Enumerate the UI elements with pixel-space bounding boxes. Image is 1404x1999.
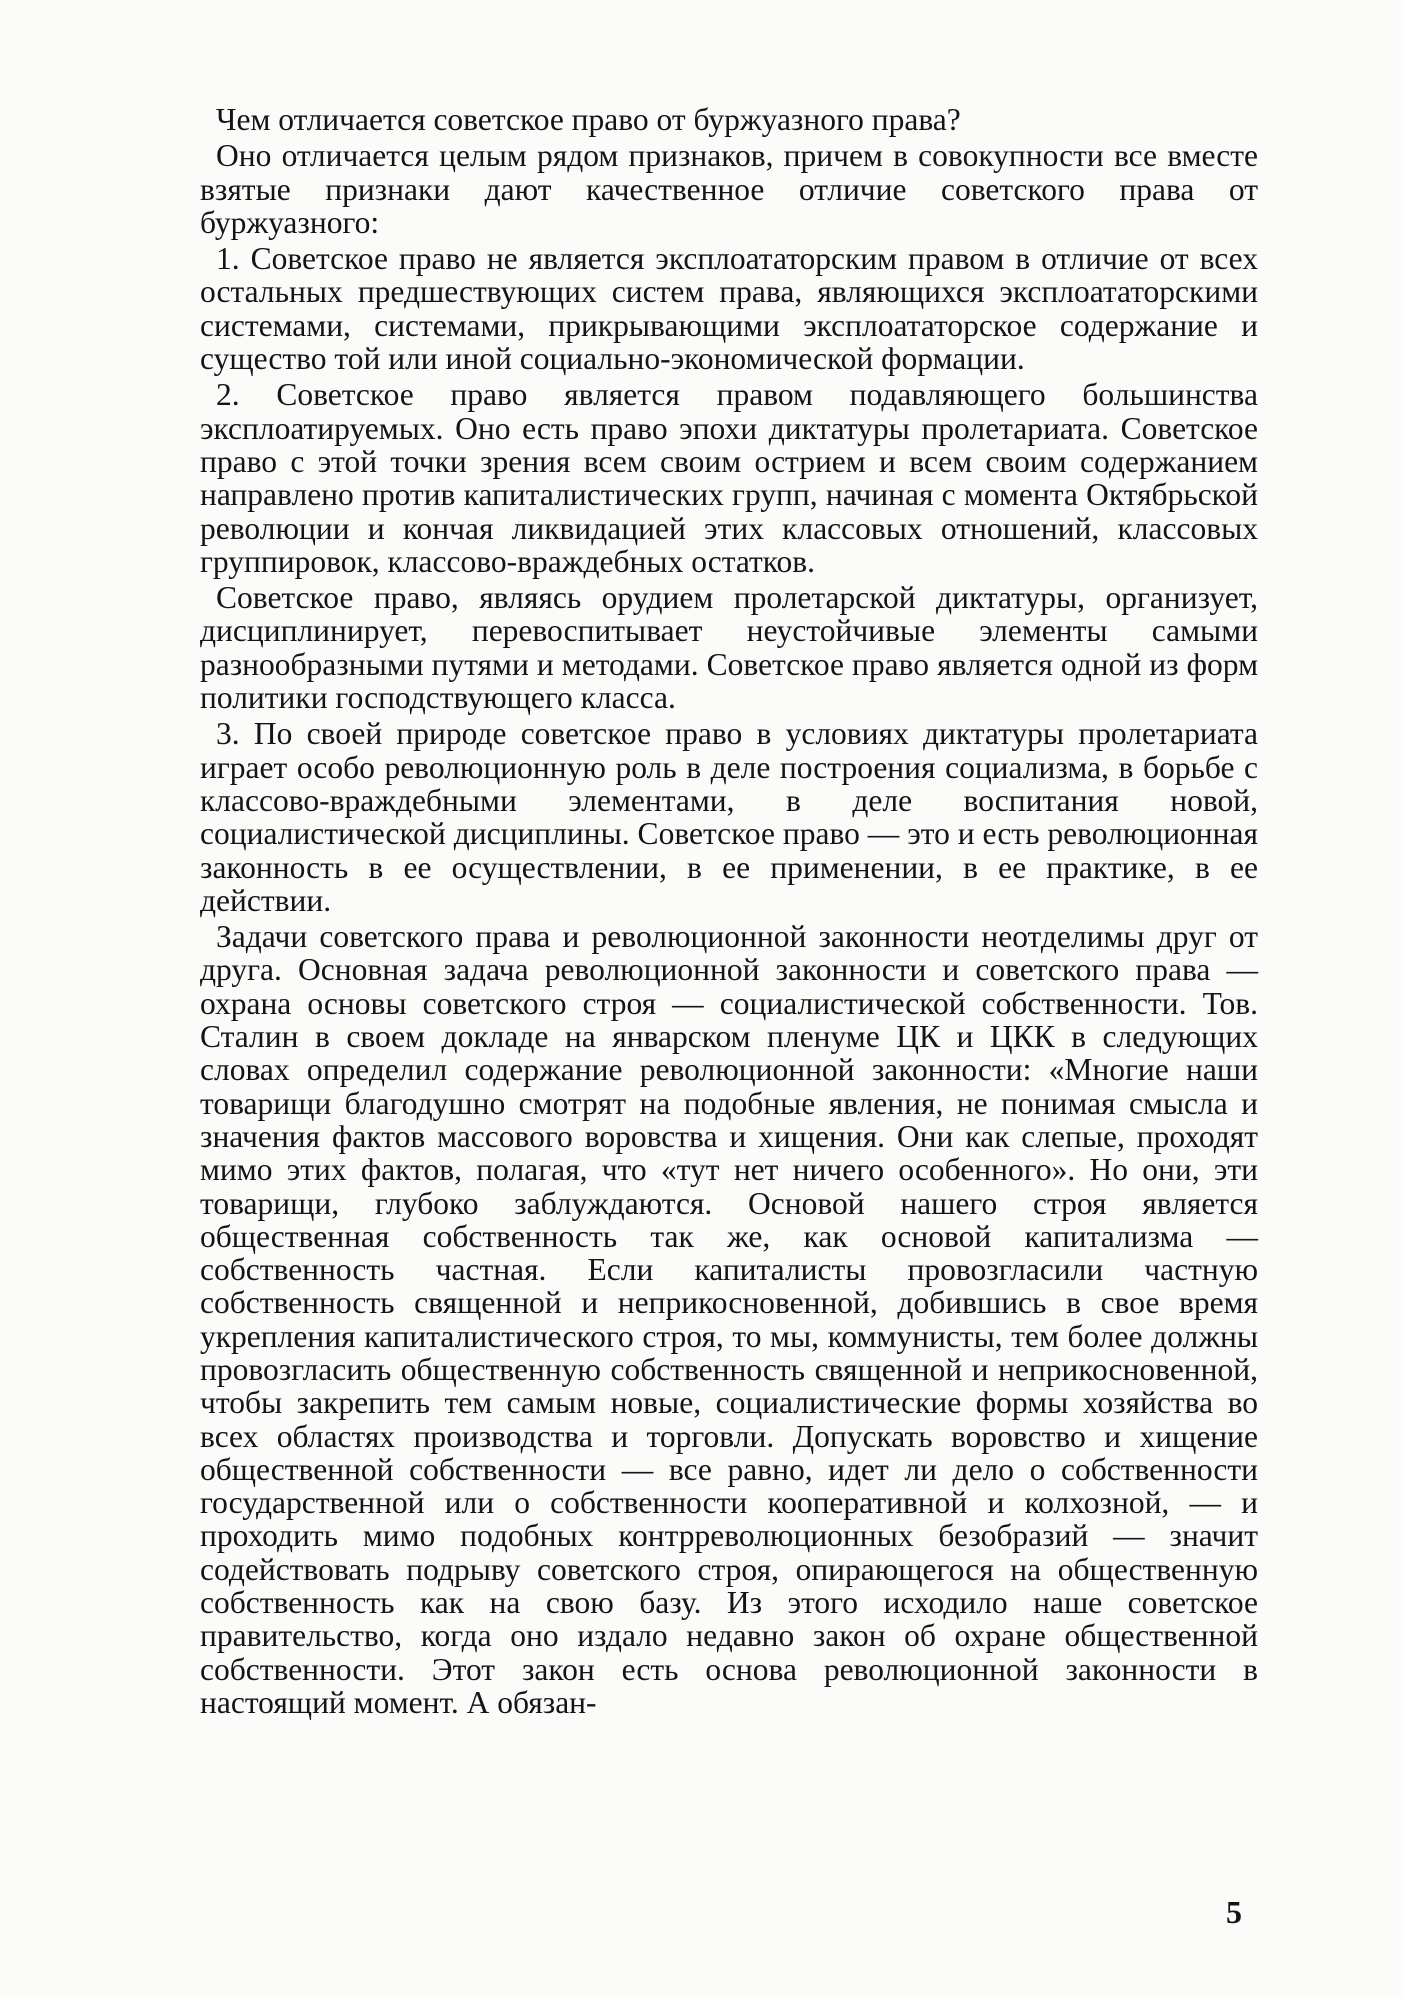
paragraph-intro: Оно отличается целым рядом признаков, причем в совокупности все вместе взятые признаки дают качественное отличие советского права от буржуазного: — [200, 138, 1258, 240]
body-text — [200, 103, 1258, 1722]
paragraph-point-3: 3. По своей природе советское право в условиях диктатуры пролетариата играет особо революционную роль в деле построения социализма, в борьбе с классово-враждебными элементами, в деле воспитания новой, социалистической дисциплины. Советское право — это и есть революционная законность в ее осуществлении, в ее применении, в ее практике, в ее действии. — [200, 716, 1258, 918]
paragraph-point-1: 1. Советское право не является эксплоататорским правом в отличие от всех остальных предшествующих систем права, являющихся эксплоататорскими системами, системами, прикрывающими эксплоататорское содержание и существо той или иной социально-экономической формации. — [200, 241, 1258, 377]
paragraph-question: Чем отличается советское право от буржуазного права? — [216, 102, 961, 137]
paragraph-point-2-continued: Советское право, являясь орудием пролетарской диктатуры, организует, дисциплинирует, перевоспитывает неустойчивые элементы самыми разнообразными путями и методами. Советское право является одной из форм политики господствующего класса. — [200, 580, 1258, 716]
page-number: 5 — [1226, 1894, 1242, 1930]
paragraph-point-2: 2. Советское право является правом подавляющего большинства эксплоатируемых. Оно есть право эпохи диктатуры пролетариата. Советское право с этой точки зрения всем своим острием и всем своим содержанием направлено против капиталистических групп, начиная с момента Октябрьской революции и кончая ликвидацией этих классовых отношений, классовых группировок, классово-враждебных остатков. — [200, 377, 1258, 579]
paragraph-tasks: Задачи советского права и революционной законности неотделимы друг от друга. Основная задача революционной законности и советского права — охрана основы советского строя — социалистической собственности. Тов. Сталин в своем докладе на январском пленуме ЦК и ЦКК в следующих словах определил содержание революционной законности: «Многие наши товарищи благодушно смотрят на подобные явления, не понимая смысла и значения фактов массового воровства и хищения. Они как слепые, проходят мимо этих фактов, полагая, что «тут нет ничего особенного». Но они, эти товарищи, глубоко заблуждаются. Основой нашего строя является общественная собственность так же, как основой капитализма — собственность частная. Если капиталисты провозгласили частную собственность священной и неприкосновенной, добившись в свое время укрепления капиталистического строя, то мы, коммунисты, тем более должны провозгласить общественную собственность священной и неприкосновенной, чтобы закрепить тем самым новые, социалистические формы хозяйства во всех областях производства и торговли. Допускать воровство и хищение общественной собственности — все равно, идет ли дело о собственности государственной или о собственности кооперативной и колхозной, — и проходить мимо подобных контрреволюционных безобразий — значит содействовать подрыву советского строя, опирающегося на общественную собственность как на свою базу. Из этого исходило наше советское правительство, когда оно издало недавно закон об охране общественной собственности. Этот закон есть основа революционной законности в настоящий момент. А обязан- — [200, 919, 1258, 1720]
